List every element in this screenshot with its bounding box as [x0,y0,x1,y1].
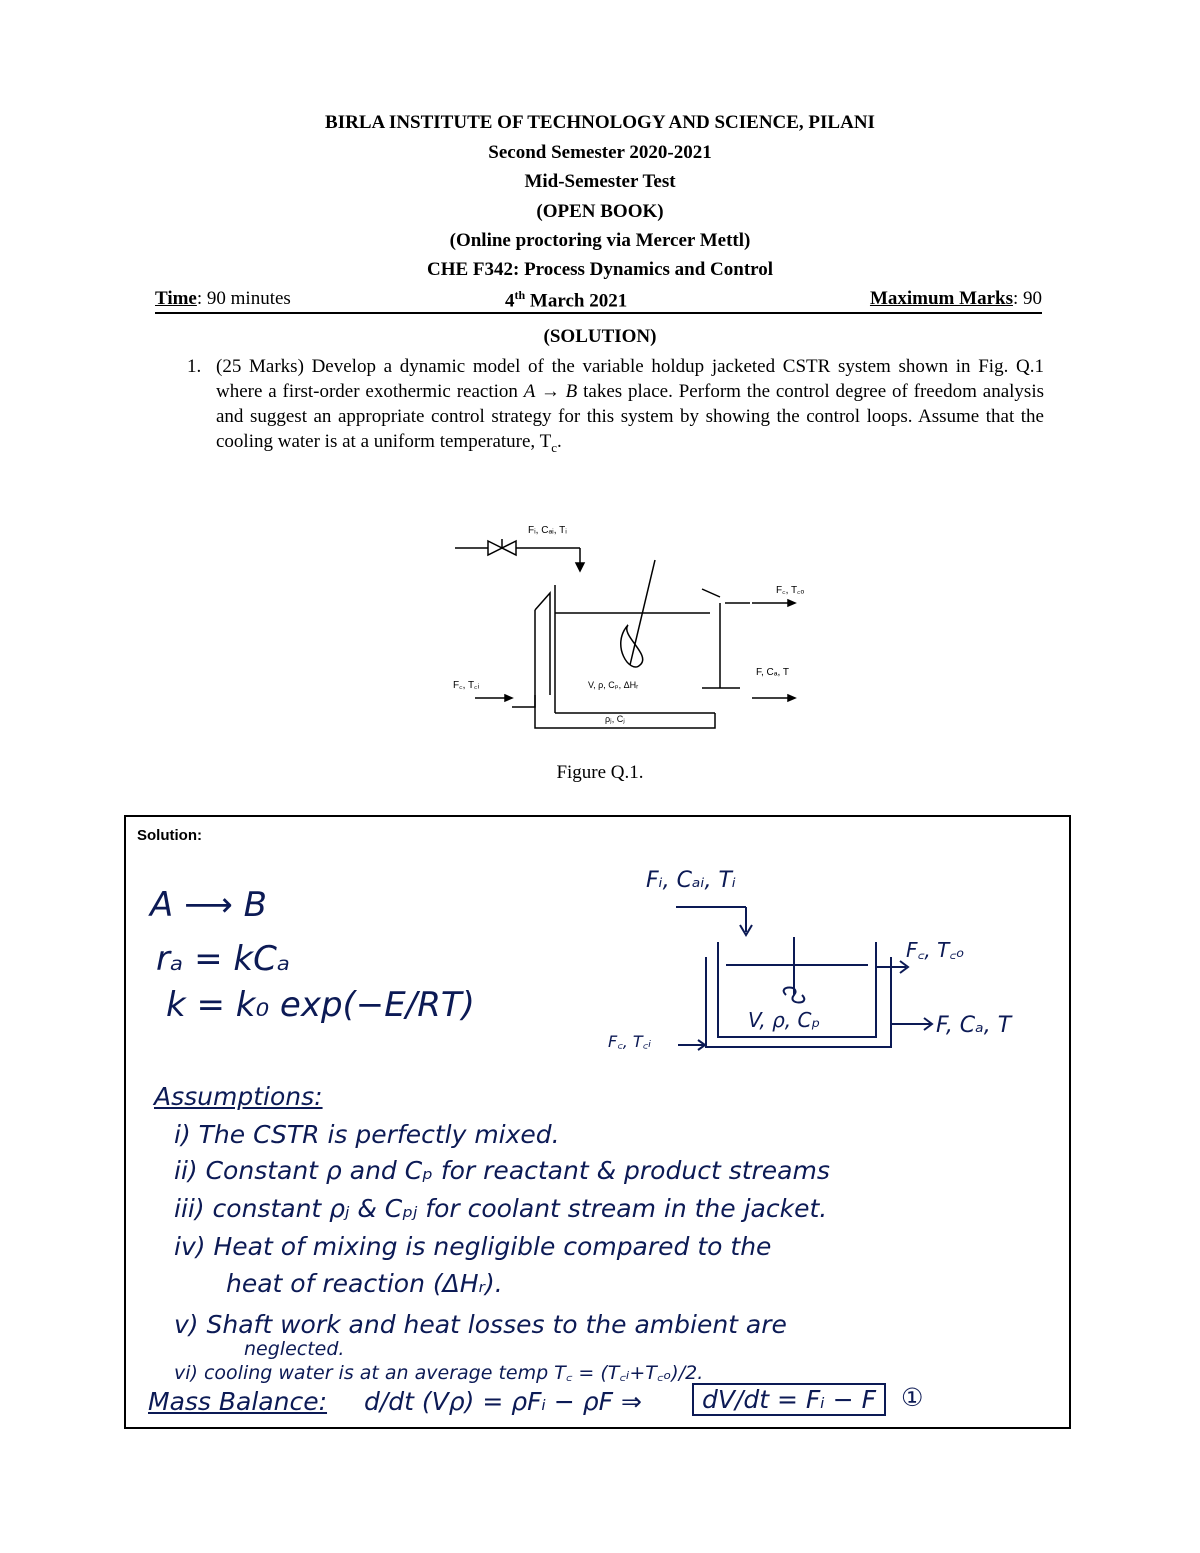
hw-mass-balance-label: Mass Balance: [148,1387,328,1416]
hw-mass-balance-result: dV/dt = Fᵢ − F [692,1383,886,1416]
fig-feed-label: Fᵢ, Cₐᵢ, Tᵢ [528,525,567,536]
hw-assumption-4: iv) Heat of mixing is negligible compared to the [174,1232,772,1261]
hw-sketch-feed: Fᵢ, Cₐᵢ, Tᵢ [646,868,736,893]
fig-product-label: F, Cₐ, T [756,667,789,678]
hw-mass-balance-eq: d/dt (Vρ) = ρFᵢ − ρF ⇒ [364,1387,642,1416]
test-mode: (OPEN BOOK) [536,201,664,222]
hw-rate-law: rₐ = kCₐ [156,939,291,979]
hw-reaction: A ⟶ B [150,885,267,925]
exam-time: Time: 90 minutes [155,288,291,309]
hw-equation-number: ① [901,1383,924,1412]
cstr-diagram [440,515,820,735]
solution-heading: (SOLUTION) [543,326,657,347]
hw-assumption-4-cont: heat of reaction (ΔHᵣ). [226,1269,503,1298]
cstr-figure [440,515,820,735]
fig-coolant-in-label: F꜀, T꜀ᵢ [453,680,480,691]
hw-assumptions-title: Assumptions: [154,1082,323,1111]
exam-meta-row [155,288,1042,314]
hw-assumption-5: v) Shaft work and heat losses to the ambient are [174,1310,787,1339]
solution-label: Solution: [137,827,202,844]
exam-max-marks: Maximum Marks: 90 [869,288,1042,309]
hw-assumption-5-cont: neglected. [244,1338,345,1360]
hw-assumption-2: ii) Constant ρ and Cₚ for reactant & product streams [174,1156,830,1185]
hw-cstr-sketch [606,857,1046,1067]
hw-sketch-reactor: V, ρ, Cₚ [748,1008,821,1032]
fig-coolant-out-label: F꜀, T꜀ₒ [776,585,805,596]
question-number: 1. [187,356,202,377]
hw-sketch-product: F, Cₐ, T [936,1013,1012,1038]
semester: Second Semester 2020-2021 [488,142,712,163]
test-title: Mid-Semester Test [524,171,676,192]
question-text: (25 Marks) Develop a dynamic model of the variable holdup jacketed CSTR system shown in Fig. Q.1 where a first-order exothermic reaction A → B takes place. Perform the control degree of freedom analysis and suggest an appropriate control strategy for this system by showing the control loops. Assume that the cooling water is at a uniform temperature, $T_c$. [216,356,1045,455]
course-title: CHE F342: Process Dynamics and Control [426,259,774,280]
exam-date: 4th March 2021 [505,288,628,312]
hw-arrhenius: k = k₀ exp(−E/RT) [166,985,475,1025]
hw-assumption-6: vi) cooling water is at an average temp T꜀ = (T꜀ᵢ+T꜀ₒ)/2. [174,1362,704,1384]
figure-caption: Figure Q.1. [556,762,644,783]
hw-assumption-1: i) The CSTR is perfectly mixed. [174,1120,560,1149]
hw-sketch-coolant-out: F꜀, T꜀ₒ [906,938,965,962]
hw-assumption-3: iii) constant ρⱼ & Cₚⱼ for coolant stream in the jacket. [174,1194,828,1223]
fig-reactor-label: V, ρ, Cₚ, ΔHᵣ [588,680,639,690]
institute-name: BIRLA INSTITUTE OF TECHNOLOGY AND SCIENCE, PILANI [325,112,875,133]
solution-box [124,815,1071,1429]
proctoring-note: (Online proctoring via Mercer Mettl) [449,230,751,251]
hw-sketch-coolant-in: F꜀, T꜀ᵢ [608,1032,652,1051]
fig-jacket-label: ρⱼ, Cⱼ [605,714,625,724]
